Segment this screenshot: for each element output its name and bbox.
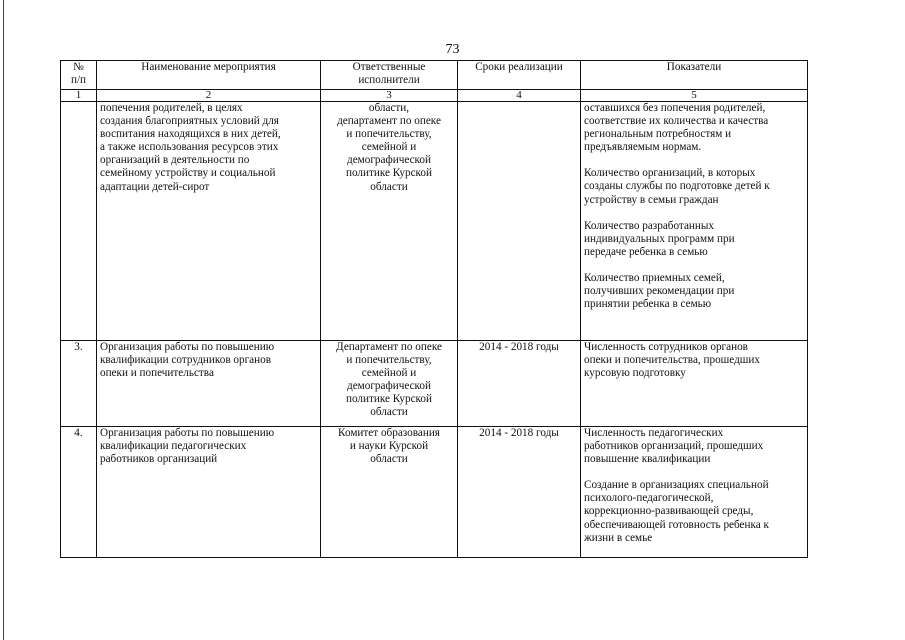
indicator-line: принятии ребенка в семью — [584, 298, 712, 311]
header-indicators: Показатели — [581, 61, 808, 90]
indicator-line: работников организаций, прошедших — [584, 440, 764, 453]
event-line: Организация работы по повышению — [100, 341, 275, 353]
indicator-line: Численность сотрудников органов — [584, 341, 748, 353]
indicator-line: индивидуальных программ при — [584, 232, 735, 245]
event-line: а также использования ресурсов этих — [100, 141, 279, 154]
responsible-line: демографической — [347, 154, 431, 167]
event-line: создания благоприятных условий для — [100, 115, 279, 128]
indicator-line: передаче ребенка в семью — [584, 245, 708, 258]
event-line: воспитания находящихся в них детей, — [100, 128, 281, 141]
event-line: квалификации педагогических — [100, 440, 247, 453]
indicator-line: Количество приемных семей, — [584, 271, 725, 284]
column-number: 3 — [321, 90, 458, 102]
responsible-line: политике Курской — [345, 393, 433, 406]
row-num: 4. — [61, 427, 97, 558]
table-header-row — [61, 61, 808, 90]
responsible-cell — [321, 427, 458, 558]
responsible-line: семейной и — [361, 367, 417, 380]
column-number: 2 — [97, 90, 321, 102]
indicator-line: жизни в семье — [584, 531, 653, 544]
indicator-line: Количество разработанных — [584, 219, 714, 232]
header-responsible-line: исполнители — [358, 74, 420, 87]
header-num — [61, 61, 97, 90]
header-event: Наименование мероприятия — [97, 61, 321, 90]
responsible-line: Комитет образования — [338, 427, 440, 439]
indicator-line: Численность педагогических — [584, 427, 724, 439]
responsible-cell — [321, 102, 458, 341]
responsible-line: области — [370, 180, 408, 193]
indicator-line: региональным потребностям и — [584, 128, 732, 141]
indicator-line: Создание в организациях специальной — [584, 479, 769, 492]
responsible-line: и попечительству, — [346, 354, 432, 367]
event-line: работников организаций — [100, 453, 218, 466]
header-responsible-line: Ответственные — [352, 61, 426, 73]
header-num-line: № — [73, 61, 84, 73]
header-num-line: п/п — [70, 74, 87, 87]
indicator-line: оставшихся без попечения родителей, — [584, 102, 766, 114]
responsible-line: департамент по опеке — [337, 115, 441, 128]
indicator-line: созданы службы по подготовке детей к — [584, 180, 770, 193]
indicator-line: повышение квалификации — [584, 453, 711, 466]
header-terms: Сроки реализации — [458, 61, 581, 90]
indicator-line: соответствие их количества и качества — [584, 115, 769, 128]
indicator-line: опеки и попечительства, прошедших — [584, 354, 761, 367]
page-number: 73 — [445, 42, 460, 57]
row-num: 3. — [61, 341, 97, 427]
indicator-line: коррекционно-развивающей среды, — [584, 505, 754, 518]
indicators-cell — [581, 102, 808, 341]
indicator-line: курсовую подготовку — [584, 367, 686, 380]
indicator-line: обеспечивающей готовность ребенка к — [584, 518, 769, 531]
event-line: квалификации сотрудников органов — [100, 354, 272, 367]
page-edge-line — [3, 0, 4, 640]
column-number: 5 — [581, 90, 808, 102]
terms-cell: 2014 - 2018 годы — [458, 427, 581, 558]
indicator-line: устройству в семьи граждан — [584, 193, 719, 206]
indicators-cell — [581, 341, 808, 427]
responsible-line: области, — [368, 102, 410, 114]
event-line: попечения родителей, в целях — [100, 102, 243, 114]
table-row — [61, 102, 808, 341]
responsible-cell — [321, 341, 458, 427]
responsible-line: Департамент по опеке — [336, 341, 442, 353]
row-num — [61, 102, 97, 341]
event-line: опеки и попечительства — [100, 367, 214, 380]
indicator-line: психолого-педагогической, — [584, 492, 714, 505]
event-line: Организация работы по повышению — [100, 427, 275, 439]
indicators-cell — [581, 427, 808, 558]
indicator-line: получивших рекомендации при — [584, 285, 735, 298]
table-row — [61, 341, 808, 427]
responsible-line: области — [370, 453, 408, 466]
column-number: 1 — [61, 90, 97, 102]
responsible-line: политике Курской — [345, 167, 433, 180]
indicator-line: Количество организаций, в которых — [584, 167, 756, 180]
terms-cell — [458, 102, 581, 341]
event-line: адаптации детей-сирот — [100, 180, 210, 193]
responsible-line: семейной и — [361, 141, 417, 154]
event-cell — [97, 102, 321, 341]
event-line: семейному устройству и социальной — [100, 167, 276, 180]
header-responsible — [321, 61, 458, 90]
terms-cell: 2014 - 2018 годы — [458, 341, 581, 427]
indicator-line: предъявляемым нормам. — [584, 141, 702, 154]
responsible-line: и попечительству, — [346, 128, 432, 141]
responsible-line: области — [370, 406, 408, 419]
event-cell — [97, 341, 321, 427]
table-row — [61, 427, 808, 558]
column-number: 4 — [458, 90, 581, 102]
event-cell — [97, 427, 321, 558]
plan-table — [60, 60, 808, 558]
column-numbers-row — [61, 90, 808, 102]
responsible-line: демографической — [347, 380, 431, 393]
responsible-line: и науки Курской — [349, 440, 429, 453]
event-line: организаций в деятельности по — [100, 154, 250, 167]
